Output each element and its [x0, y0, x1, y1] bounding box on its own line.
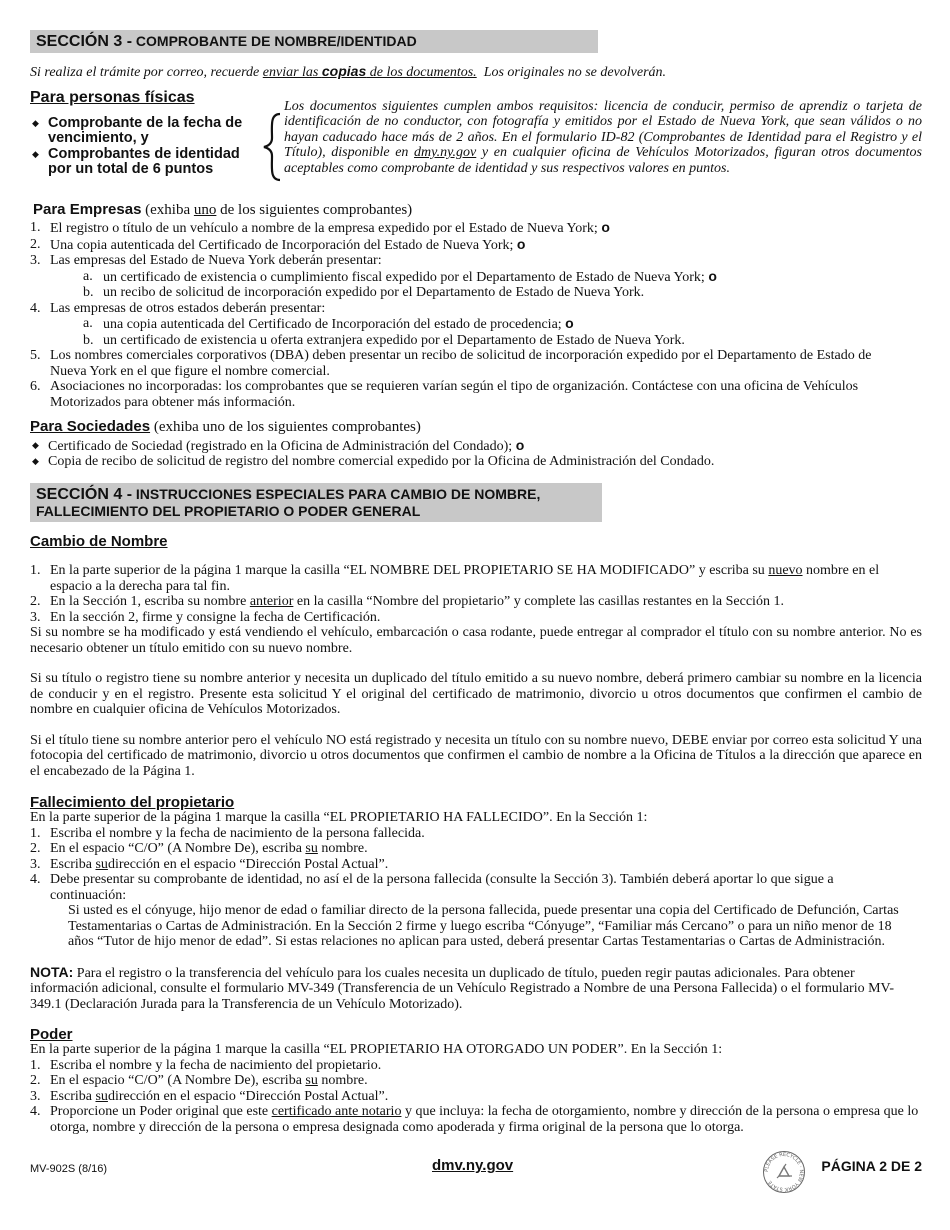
- list-item: 2. En la Sección 1, escriba su nombre anterior en la casilla “Nombre del propietario” y complete las casillas restantes en la Sección 1.: [30, 594, 784, 609]
- fallecimiento-detail: Si usted es el cónyuge, hijo menor de edad o familiar directo de la persona fallecida, puede presentar una copia del Certificado de Defunción, Cartas Testamentarias o Cartas de Administración. En la Sección 2 firme y luego escriba “Cónyuge”, “Familiar más Cercano” o para un niño menor de 18 años “Tutor de hijo menor de edad”. Si estas relaciones no aplican para usted, deberá presentar Cartas Testamentarias o Cartas de Administración.: [68, 903, 899, 949]
- list-item: 2. En el espacio “C/O” (A Nombre De), escriba su nombre.: [30, 1073, 368, 1088]
- empresas-heading: [33, 202, 922, 219]
- sociedades-list: [30, 438, 922, 470]
- mail-note: [30, 64, 922, 81]
- list-item: ◆ Certificado de Sociedad (registrado en la Oficina de Administración del Condado); o: [32, 436, 525, 454]
- personas-list: [30, 116, 262, 178]
- list-item: ◆ Copia de recibo de solicitud de registro del nombre comercial expedido por la Oficina de Administración del Condado.: [32, 454, 715, 469]
- poder-list: [30, 1058, 922, 1136]
- empresas-paren-b: de los siguientes comprobantes): [216, 201, 413, 218]
- list-item: 1. El registro o título de un vehículo a nombre de la empresa expedido por el Estado de Nueva York; o: [30, 219, 610, 236]
- list-item: 2. En el espacio “C/O” (A Nombre De), escriba su nombre.: [30, 841, 368, 856]
- list-item: ◆ Comprobantes de identidad por un total de 6 puntos: [32, 145, 240, 177]
- website-link[interactable]: dmv.ny.gov: [432, 1157, 514, 1174]
- mail-note-a: Si realiza el trámite por correo, recuerde: [30, 65, 263, 80]
- section-4-title-1: INSTRUCCIONES ESPECIALES PARA CAMBIO DE NOMBRE,: [132, 485, 541, 502]
- list-item: 6. Asociaciones no incorporadas: los comprobantes que se requieren varían según el tipo de organización. Contáctese con una oficina de Vehículos Motorizados para obtener más información.: [30, 379, 859, 410]
- list-item: 3. Escriba sudirección en el espacio “Dirección Postal Actual”.: [30, 856, 389, 872]
- list-item: 2. Una copia autenticada del Certificado de Incorporación del Estado de Nueva York; o: [30, 235, 526, 253]
- personas-text-a: Los documentos siguientes cumplen ambos requisitos: licencia de conducir, permiso de aprendiz o tarjeta de identificación de no conductor, con fotografía y emitidos por el Estado de Nueva York, que sean válidos o no hayan caducado hace más de 2 años. En el formulario ID-82 (Comprobantes de Identidad para el Registro y el Título), disponible en: [284, 98, 922, 160]
- section-3-title: COMPROBANTE DE NOMBRE/IDENTIDAD: [132, 33, 417, 49]
- svg-text:PLEASE RECYCLE · NEW YORK STAT: PLEASE RECYCLE · NEW YORK STATE: [763, 1151, 805, 1193]
- section-4-header: [30, 483, 602, 522]
- empresas-paren-a: (exhiba: [141, 201, 194, 218]
- list-item: b. un certificado de existencia u oferta extranjera expedido por el Departamento de Estado de Nueva York.: [83, 332, 685, 348]
- nota-text: Para el registro o la transferencia del vehículo para los cuales necesita un duplicado de título, pueden regir pautas adicionales. Para obtener información adicional, consulte el formulario MV-349 (Transferencia de un Vehículo Registrado a Nombre de una Persona Fallecida) o el formulario MV-349.1 (Declaración Jurada para la Transferencia de un Vehículo Motorizado).: [30, 965, 895, 1012]
- list-item: 4. Debe presentar su comprobante de identidad, no así el de la persona fallecida (consulte la Sección 3). También deberá aportar lo que sigue a continuación:: [30, 872, 834, 903]
- empresas-paren-uno: uno: [193, 201, 217, 218]
- section-4-title-2: FALLECIMIENTO DEL PROPIETARIO O PODER GENERAL: [36, 502, 421, 519]
- empresas-list: [30, 220, 922, 410]
- page-footer: [30, 1151, 922, 1196]
- poder-title: Poder: [30, 1026, 73, 1043]
- section-3-label: SECCIÓN 3 -: [36, 33, 133, 50]
- personas-text: [284, 99, 922, 177]
- list-item: 3. Las empresas del Estado de Nueva York deberán presentar:: [30, 253, 382, 268]
- sociedades-paren: (exhiba uno de los siguientes comprobantes): [150, 419, 421, 435]
- cambio-list: [30, 563, 922, 625]
- cambio-paragraph-3: Si el título tiene su nombre anterior pero el vehículo NO está registrado y necesita un título con su nombre nuevo, DEBE enviar por correo esta solicitud Y una fotocopia del certificado de matrimonio, divorcio u otros documentos que confirmen el cambio de nombre a la Oficina de Títulos a la dirección que aparece en el encabezado de la Página 1.: [30, 732, 922, 779]
- dmv-link[interactable]: dmy.ny.gov: [414, 145, 477, 160]
- list-item: 4. Las empresas de otros estados deberán presentar:: [30, 300, 326, 316]
- list-item: 1. En la parte superior de la página 1 marque la casilla “EL NOMBRE DEL PROPIETARIO SE HA MODIFICADO” y escriba su nuevo nombre en el espacio a la derecha para tal fin.: [30, 563, 880, 594]
- empresas-title: Para Empresas: [33, 200, 142, 218]
- list-item: 1. Escriba el nombre y la fecha de nacimiento de la persona fallecida.: [30, 825, 425, 841]
- list-item: b. un recibo de solicitud de incorporación expedido por el Departamento de Estado de Nueva York.: [83, 285, 645, 300]
- sociedades-title: Para Sociedades: [30, 418, 151, 435]
- list-item: ◆ Comprobante de la fecha de vencimiento, y: [32, 114, 243, 146]
- fallecimiento-intro: En la parte superior de la página 1 marque la casilla “EL PROPIETARIO HA FALLECIDO”. En la Sección 1:: [30, 810, 648, 825]
- personas-title: Para personas físicas: [30, 88, 195, 106]
- mail-note-copias: copias: [321, 63, 367, 79]
- list-item: 3. Escriba sudirección en el espacio “Dirección Postal Actual”.: [30, 1088, 389, 1104]
- list-item: 1. Escriba el nombre y la fecha de nacimiento del propietario.: [30, 1057, 382, 1073]
- section-3-header: [30, 30, 598, 53]
- form-id: MV-902S (8/16): [30, 1163, 108, 1175]
- poder-intro: En la parte superior de la página 1 marque la casilla “EL PROPIETARIO HA OTORGADO UN PODER”. En la Sección 1:: [30, 1042, 723, 1057]
- cambio-paragraph-2: Si su título o registro tiene su nombre anterior y necesita un duplicado del título emitido a su nuevo nombre, deberá primero cambiar su nombre en la licencia de conducir y en el registro. Presente esta solicitud Y el original del certificado de matrimonio, divorcio u otros documentos que confirmen el cambio de nombre en cualquier oficina de Vehículos Motorizados.: [30, 671, 922, 717]
- mail-note-b: enviar las: [262, 65, 322, 80]
- brace-icon: [262, 112, 284, 182]
- list-item: 5. Los nombres comerciales corporativos (DBA) deben presentar un recibo de solicitud de incorporación expedido por el Departamento de Estado de Nueva York en el que figure el nombre comercial.: [30, 348, 872, 379]
- cambio-paragraph-1: Si su nombre se ha modificado y está vendiendo el vehículo, embarcación o casa rodante, puede entregar al comprador el título con su nombre anterior. No es necesario obtener un título emitido con su nuevo nombre.: [30, 625, 922, 656]
- list-item: 3. En la sección 2, firme y consigne la fecha de Certificación.: [30, 609, 381, 625]
- mail-note-e: Los originales no se devolverán.: [476, 65, 667, 80]
- list-item: a. un certificado de existencia o cumplimiento fiscal expedido por el Departamento de Estado de Nueva York; o: [83, 267, 717, 285]
- mail-note-d: de los documentos.: [366, 65, 477, 80]
- cambio-title: Cambio de Nombre: [30, 532, 168, 550]
- fallecimiento-list: [30, 826, 922, 904]
- personas-fisicas-block: [30, 90, 922, 202]
- nota-paragraph: [30, 965, 922, 1013]
- recycle-seal-icon: [762, 1150, 806, 1194]
- sociedades-heading: [30, 419, 922, 436]
- personas-text-b: y en cualquier oficina de Vehículos Motorizados, figuran otros documentos aceptables como comprobante de identidad y sus respectivos valores en puntos.: [284, 145, 922, 176]
- fallecimiento-title: Fallecimiento del propietario: [30, 794, 235, 811]
- nota-label: NOTA:: [30, 963, 74, 980]
- list-item: 4. Proporcione un Poder original que este certificado ante notario y que incluya: la fecha de otorgamiento, nombre y dirección de la persona o empresa que lo otorga, nombre y dirección de la persona o empresa designada como apoderada y firma original de la persona que lo otorga.: [30, 1104, 919, 1135]
- section-4-label: SECCIÓN 4 -: [36, 485, 133, 503]
- page-number: PÁGINA 2 DE 2: [821, 1158, 922, 1174]
- list-item: a. una copia autenticada del Certificado de Incorporación del estado de procedencia; o: [83, 315, 574, 332]
